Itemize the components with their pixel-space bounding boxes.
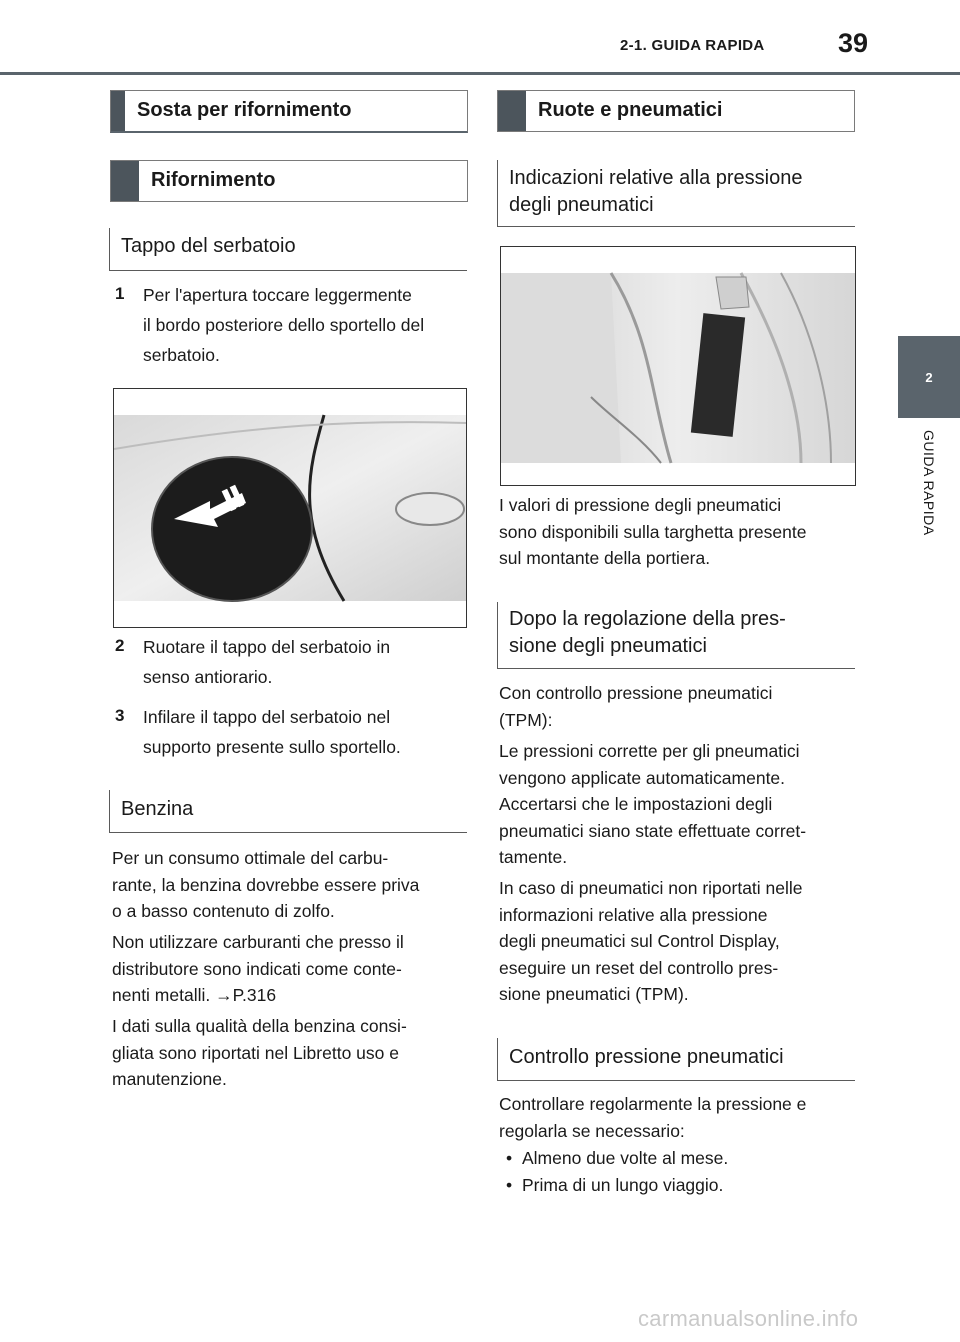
text-line: I dati sulla qualità della benzina consi- (112, 1016, 407, 1036)
section-title-text: Sosta per rifornimento (137, 99, 352, 121)
step-3-line: Infilare il tappo del serbatoio nel (143, 707, 391, 727)
header-rule (0, 72, 960, 75)
heading-benzina (109, 790, 467, 833)
text-line: eseguire un reset del controllo pres- (499, 957, 779, 978)
heading-indicazioni (497, 160, 855, 227)
text-line: manutenzione. (112, 1069, 227, 1089)
step-2-number: 2 (115, 636, 125, 655)
text-line: gliata sono riportati nel Libretto uso e (112, 1042, 399, 1063)
text-line: (TPM): (499, 709, 553, 730)
door-pillar-illustration (500, 246, 856, 486)
bullet-icon: • (506, 1174, 513, 1195)
text-line: sione pneumatici (TPM). (499, 984, 689, 1004)
fuel-cap-illustration (113, 388, 467, 628)
heading-line: Indicazioni relative alla pressione (509, 167, 803, 189)
heading-indicazioni-text (509, 165, 803, 219)
bullet-icon: • (506, 1148, 513, 1168)
step-3-text (143, 702, 473, 762)
text-line: informazioni relative alla pressione (499, 904, 768, 925)
section-heading-sosta (110, 90, 468, 133)
text-line: o a basso contenuto di zolfo. (112, 901, 335, 921)
page-number: 39 (838, 28, 869, 58)
step-1-line: Per l'apertura toccare leggermente (143, 285, 412, 305)
heading-bar (498, 91, 526, 131)
benzina-paragraph-3 (112, 1013, 472, 1093)
tpm-paragraph-1 (499, 738, 859, 871)
text-line: Non utilizzare carburanti che presso il (112, 932, 404, 952)
text-line: Le pressioni corrette per gli pneumatici (499, 741, 800, 761)
step-2-line: senso antiorario. (143, 667, 273, 687)
text-line: Accertarsi che le impostazioni degli (499, 794, 773, 814)
chapter-label (898, 430, 960, 570)
text-line: Per un consumo ottimale del carbu- (112, 848, 389, 868)
page-reference-link[interactable]: nenti metalli. →P.316 (112, 985, 277, 1005)
text-line: sono disponibili sulla targhetta presente (499, 521, 807, 542)
step-1-text (143, 280, 473, 370)
chapter-number: 2 (925, 369, 933, 385)
heading-bar (111, 91, 125, 131)
step-2-line: Ruotare il tappo del serbatoio in (143, 637, 391, 657)
heading-dopo-regolazione (497, 602, 855, 669)
subsection-title-text: Rifornimento (151, 169, 276, 191)
heading-tappo-text: Tappo del serbatoio (121, 235, 296, 257)
valori-paragraph (499, 492, 859, 572)
section-title-text: Ruote e pneumatici (538, 99, 723, 121)
step-2-text (143, 632, 473, 692)
heading-benzina-text: Benzina (121, 798, 194, 820)
text-line: rante, la benzina dovrebbe essere priva (112, 874, 420, 895)
step-3-number: 3 (115, 706, 125, 725)
benzina-paragraph-2 (112, 929, 472, 1009)
list-item (506, 1145, 856, 1172)
text-line: vengono applicate automaticamente. (499, 767, 786, 788)
text-line: distributore sono indicati come conte- (112, 958, 402, 979)
list-item-text: Prima di un lungo viaggio. (522, 1174, 724, 1195)
step-1-line: il bordo posteriore dello sportello del (143, 315, 425, 335)
footer-watermark: carmanualsonline.info (638, 1306, 859, 1331)
text-line: tamente. (499, 847, 568, 867)
heading-bar (111, 161, 139, 201)
step-1-line: serbatoio. (143, 345, 220, 365)
step-1-number: 1 (115, 284, 125, 303)
text-line: regolarla se necessario: (499, 1120, 685, 1141)
heading-dopo-text (509, 606, 786, 660)
controllo-intro (499, 1091, 859, 1144)
text-line: Con controllo pressione pneumatici (499, 683, 773, 703)
tpm-intro (499, 680, 859, 733)
chapter-tab[interactable] (898, 336, 960, 418)
benzina-paragraph-1 (112, 845, 472, 925)
fuel-cap-drawing (114, 389, 466, 627)
controllo-bullet-list (506, 1145, 856, 1198)
section-heading-ruote (497, 90, 855, 132)
heading-controllo-text: Controllo pressione pneumatici (509, 1046, 784, 1068)
heading-line: sione degli pneumatici (509, 635, 707, 657)
heading-line: Dopo la regolazione della pres- (509, 608, 786, 630)
step-3-line: supporto presente sullo sportello. (143, 737, 401, 757)
heading-line: degli pneumatici (509, 194, 654, 216)
list-item (506, 1172, 856, 1199)
text-line: I valori di pressione degli pneumatici (499, 495, 782, 515)
text-line: In caso di pneumatici non riportati nelle (499, 878, 803, 898)
text-line: Controllare regolarmente la pressione e (499, 1094, 807, 1114)
tpm-paragraph-2 (499, 875, 859, 1008)
header-section-title: 2-1. GUIDA RAPIDA (620, 37, 765, 54)
text-line: sul montante della portiera. (499, 548, 711, 568)
door-pillar-drawing (501, 247, 855, 485)
list-item-text: Almeno due volte al mese. (522, 1148, 729, 1168)
heading-tappo (109, 228, 467, 271)
heading-controllo (497, 1038, 855, 1081)
subsection-heading-rifornimento (110, 160, 468, 202)
text-line: pneumatici siano state effettuate corret- (499, 820, 807, 841)
chapter-label-text: GUIDA RAPIDA (921, 430, 937, 536)
text-line: degli pneumatici sul Control Display, (499, 931, 780, 951)
